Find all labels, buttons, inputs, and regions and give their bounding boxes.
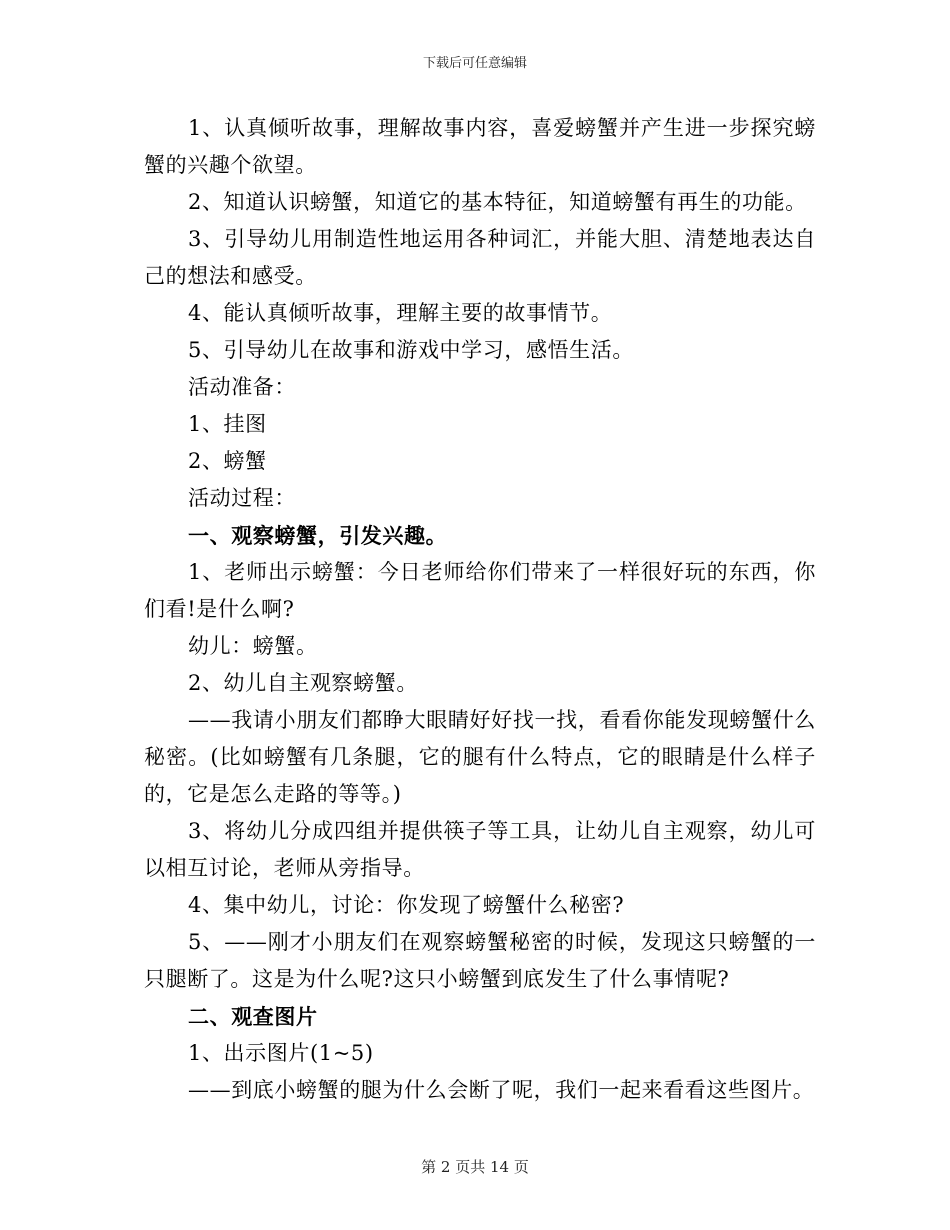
paragraph: 4、能认真倾听故事，理解主要的故事情节。 bbox=[188, 301, 613, 325]
paragraph: 2、知道认识螃蟹，知道它的基本特征，知道螃蟹有再生的功能。 bbox=[188, 190, 807, 214]
paragraph: 3、引导幼儿用制造性地运用各种词汇，并能大胆、清楚地表达自己的想法和感受。 bbox=[144, 227, 816, 288]
section-label: 活动过程： bbox=[188, 486, 296, 510]
section-label: 活动准备： bbox=[188, 375, 296, 399]
paragraph: 1、出示图片(1~5) bbox=[188, 1041, 374, 1065]
paragraph: 幼儿：螃蟹。 bbox=[188, 634, 318, 658]
paragraph: ——我请小朋友们都睁大眼睛好好找一找，看看你能发现螃蟹什么秘密。(比如螃蟹有几条腿，它的腿有什么特点，它的眼睛是什么样子的，它是怎么走路的等等。) bbox=[144, 708, 816, 806]
document-body bbox=[144, 110, 816, 1109]
paragraph: 2、幼儿自主观察螃蟹。 bbox=[188, 671, 418, 695]
paragraph: 1、老师出示螃蟹：今日老师给你们带来了一样很好玩的东西，你们看!是什么啊? bbox=[144, 560, 816, 621]
page-header: 下载后可任意编辑 bbox=[422, 56, 527, 71]
page-footer: 第 2 页共 14 页 bbox=[421, 1158, 529, 1176]
paragraph: 5、——刚才小朋友们在观察螃蟹秘密的时候，发现这只螃蟹的一只腿断了。这是为什么呢?这只小螃蟹到底发生了什么事情呢? bbox=[144, 930, 816, 991]
paragraph: 2、螃蟹 bbox=[188, 449, 267, 473]
paragraph: 1、认真倾听故事，理解故事内容，喜爱螃蟹并产生进一步探究螃蟹的兴趣个欲望。 bbox=[144, 116, 816, 177]
paragraph: 5、引导幼儿在故事和游戏中学习，感悟生活。 bbox=[188, 338, 634, 362]
paragraph: ——到底小螃蟹的腿为什么会断了呢，我们一起来看看这些图片。 bbox=[188, 1078, 815, 1102]
paragraph: 1、挂图 bbox=[188, 412, 267, 436]
section-heading: 一、观察螃蟹，引发兴趣。 bbox=[188, 523, 448, 548]
section-heading: 二、观查图片 bbox=[188, 1004, 318, 1029]
paragraph: 4、集中幼儿，讨论：你发现了螃蟹什么秘密? bbox=[188, 893, 625, 917]
paragraph: 3、将幼儿分成四组并提供筷子等工具，让幼儿自主观察，幼儿可以相互讨论，老师从旁指导。 bbox=[144, 819, 816, 880]
